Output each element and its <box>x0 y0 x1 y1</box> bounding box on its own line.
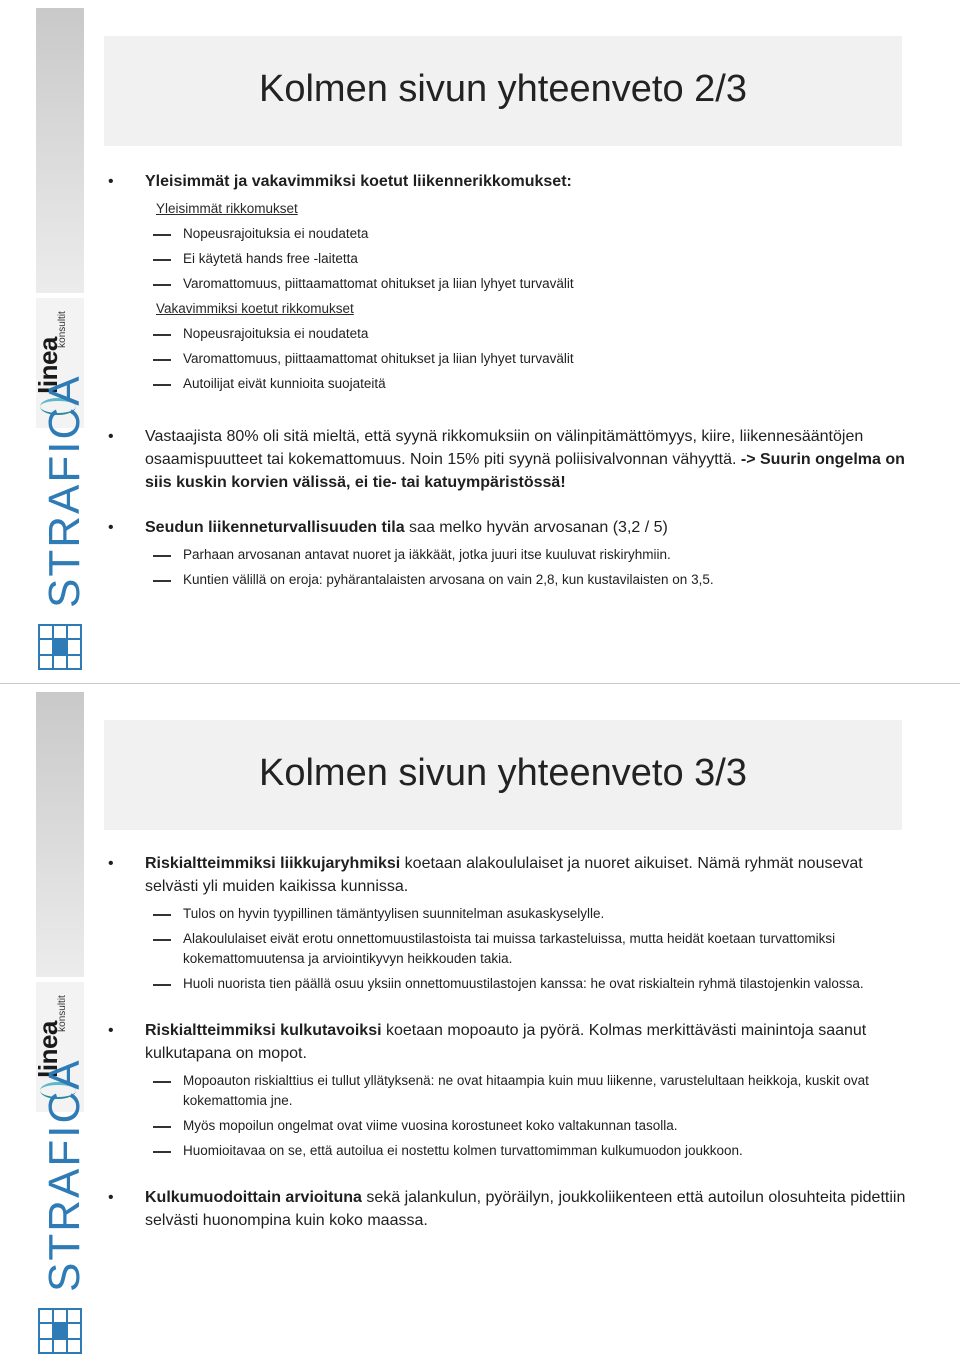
sub-item-text: Varomattomuus, piittaamattomat ohitukset ja liian lyhyet turvavälit <box>183 351 574 366</box>
bullet-emphasis: -> Suurin ongelma on siis kuskin korvien välissä, ei tie- tai katuympäristössä! <box>145 451 905 491</box>
bullet-text: saa melko hyvän arvosanan (3,2 / 5) <box>404 519 668 536</box>
sub-item <box>108 1141 908 1161</box>
sub-item <box>108 904 908 924</box>
dash-icon <box>153 555 171 557</box>
strafica-grid-icon <box>38 624 82 670</box>
dash-icon <box>153 984 171 986</box>
bullet-icon: • <box>108 519 114 536</box>
sub-item-text: Myös mopoilun ongelmat ovat viime vuosina korostuneet koko valtakunnan tasolla. <box>183 1118 678 1133</box>
sub-item-text: Autoilijat eivät kunnioita suojateitä <box>183 376 386 391</box>
slide-1 <box>0 0 960 683</box>
dash-icon <box>153 1081 171 1083</box>
bullet-heading: Yleisimmät ja vakavimmiksi koetut liikennerikkomukset: <box>145 173 572 190</box>
dash-icon <box>153 580 171 582</box>
dash-icon <box>153 359 171 361</box>
sub-item-text: Mopoauton riskialttius ei tullut yllätyksenä: ne ovat hitaampia kuin muu liikenne, varustelultaan heikkoja, kuskit ovat kokemattomia jne. <box>183 1073 869 1108</box>
bullet-icon: • <box>108 1189 114 1206</box>
sub-item <box>108 224 908 244</box>
bullet-item <box>108 1019 908 1065</box>
sub-item <box>108 570 908 590</box>
slide-2 <box>0 684 960 1367</box>
bullet-emphasis: Seudun liikenneturvallisuuden tila <box>145 519 405 536</box>
sub-item <box>108 1116 908 1136</box>
strafica-grid-icon <box>38 1308 82 1354</box>
strafica-logo: STRAFICA <box>40 1058 89 1292</box>
bullet-emphasis: Riskialtteimmiksi kulkutavoiksi <box>145 1022 382 1039</box>
sidebar-gradient <box>36 8 84 293</box>
dash-icon <box>153 384 171 386</box>
sub-item-text: Tulos on hyvin tyypillinen tämäntyylisen suunnitelman asukaskyselylle. <box>183 906 605 921</box>
dash-icon <box>153 334 171 336</box>
dash-icon <box>153 259 171 261</box>
slide-title: Kolmen sivun yhteenveto 2/3 <box>259 68 747 110</box>
bullet-text: koetaan mopoauto ja pyörä. Kolmas merkittävästi mainintoja saanut kulkutapana on mopot. <box>145 1022 867 1062</box>
linea-logo-subtext: konsultit <box>56 311 68 348</box>
sub-item <box>108 929 908 969</box>
group-label: Vakavimmiksi koetut rikkomukset <box>156 301 354 316</box>
dash-icon <box>153 234 171 236</box>
dash-icon <box>153 1151 171 1153</box>
sub-item-text: Alakoululaiset eivät erotu onnettomuustilastoista tai muissa tarkasteluissa, mutta heidät koetaan turvattomiksi kokemattomuutensa ja arviointikyvyn heikkouden takia. <box>183 931 836 966</box>
sub-item-text: Ei käytetä hands free -laitetta <box>183 251 358 266</box>
bullet-item <box>108 170 908 193</box>
sub-item-text: Nopeusrajoituksia ei noudateta <box>183 226 369 241</box>
sub-item <box>108 1071 908 1111</box>
sub-item <box>108 974 908 994</box>
sub-item <box>108 324 908 344</box>
brand-sidebar <box>32 8 89 676</box>
bullet-item <box>108 852 908 898</box>
sub-item <box>108 249 908 269</box>
slide-title-bar <box>104 36 902 146</box>
bullet-text: sekä jalankulun, pyöräilyn, joukkoliikenteen että autoilun olosuhteita pidettiin selvästi huonompina kuin koko maassa. <box>145 1189 906 1229</box>
sub-item <box>108 374 908 394</box>
bullet-item <box>108 516 908 539</box>
sub-item-text: Kuntien välillä on eroja: pyhärantalaisten arvosana on vain 2,8, kun kustavilaisten on 3,5. <box>183 572 714 587</box>
sub-item <box>108 274 908 294</box>
linea-logo-text: linea <box>32 1021 63 1078</box>
bullet-item <box>108 1186 908 1232</box>
sub-item-text: Huomioitavaa on se, että autoilua ei nostettu kolmen turvattomimman kulkumuodon joukkoon. <box>183 1143 743 1158</box>
slide-title-bar <box>104 720 902 830</box>
bullet-icon: • <box>108 1022 114 1039</box>
group-label: Yleisimmät rikkomukset <box>156 201 298 216</box>
sub-item-text: Varomattomuus, piittaamattomat ohitukset ja liian lyhyet turvavälit <box>183 276 574 291</box>
slide-title: Kolmen sivun yhteenveto 3/3 <box>259 752 747 794</box>
sub-item <box>108 545 908 565</box>
bullet-emphasis: Riskialtteimmiksi liikkujaryhmiksi <box>145 855 401 872</box>
linea-logo-text: linea <box>32 337 63 394</box>
sidebar-gradient <box>36 692 84 977</box>
brand-sidebar <box>32 692 89 1360</box>
dash-icon <box>153 939 171 941</box>
sub-item-text: Nopeusrajoituksia ei noudateta <box>183 326 369 341</box>
bullet-text: Vastaajista 80% oli sitä mieltä, että syynä rikkomuksiin on välinpitämättömyys, kiire, liikennesääntöjen osaamispuutteet tai kokemattomuus. Noin 15% piti syynä poliisivalvonnan vähyyttä. <box>145 428 864 468</box>
linea-logo-subtext: konsultit <box>56 995 68 1032</box>
sub-item-text: Huoli nuorista tien päällä osuu yksiin onnettomuustilastojen kanssa: he ovat riskialtein ryhmä tilastojenkin valossa. <box>183 976 864 991</box>
slide-content <box>108 852 908 1238</box>
bullet-emphasis: Kulkumuodoittain arvioituna <box>145 1189 362 1206</box>
bullet-text: koetaan alakoululaiset ja nuoret aikuiset. Nämä ryhmät nousevat selvästi yli muiden kaikissa kunnissa. <box>145 855 863 895</box>
dash-icon <box>153 1126 171 1128</box>
bullet-item <box>108 425 908 494</box>
sub-item-text: Parhaan arvosanan antavat nuoret ja iäkkäät, jotka juuri itse kuuluvat riskiryhmiin. <box>183 547 671 562</box>
bullet-icon: • <box>108 428 114 445</box>
bullet-icon: • <box>108 173 114 190</box>
dash-icon <box>153 914 171 916</box>
dash-icon <box>153 284 171 286</box>
sub-item <box>108 349 908 369</box>
slide-content <box>108 170 908 595</box>
bullet-icon: • <box>108 855 114 872</box>
strafica-logo: STRAFICA <box>40 374 89 608</box>
